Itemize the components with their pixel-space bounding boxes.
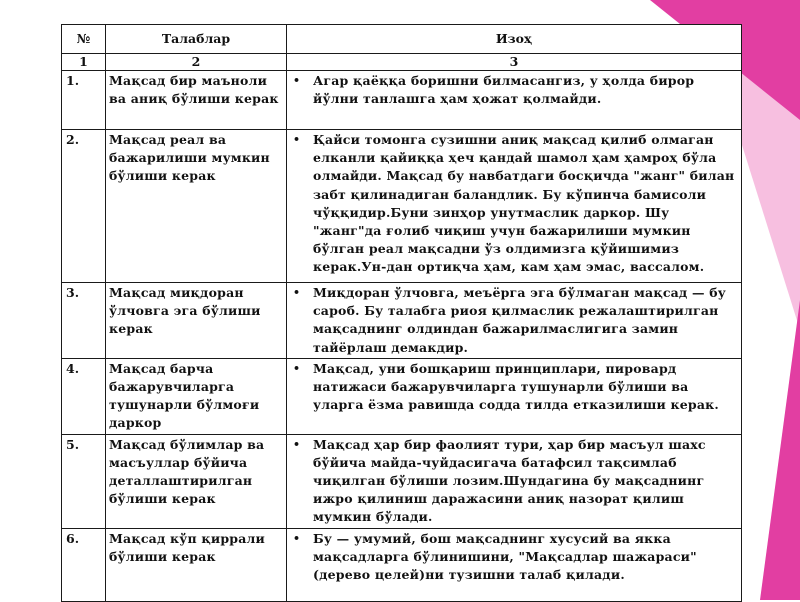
note-cell: [287, 434, 742, 528]
header-note: Изоҳ: [287, 25, 742, 54]
note-cell: [287, 71, 742, 130]
row-number: 5.: [62, 434, 106, 528]
row-number: 3.: [62, 283, 106, 359]
requirement-cell: Мақсад кўп қиррали бўлиши керак: [106, 528, 287, 601]
requirement-cell: Мақсад бўлимлар ва масъуллар бўйича деталлаштирилган бўлиши керак: [106, 434, 287, 528]
table-row: [62, 71, 742, 130]
row-number: 4.: [62, 358, 106, 434]
bullet-icon: •: [293, 437, 301, 451]
table-row: [62, 528, 742, 601]
decor-magenta-right: [760, 300, 800, 600]
note-cell: [287, 130, 742, 283]
bullet-icon: •: [293, 74, 301, 87]
bullet-icon: •: [293, 286, 301, 299]
row-number: 6.: [62, 528, 106, 601]
column-number: 3: [287, 54, 742, 71]
requirement-cell: Мақсад реал ва бажарилиши мумкин бўлиши керак: [106, 130, 287, 283]
header-num: №: [62, 25, 106, 54]
note-text: Бу — умумий, бош мақсаднинг хусусий ва якка мақсадларга бўлинишини, "Мақсадлар шажараси" (дерево целей)ни тузишни талаб қилади.: [313, 530, 697, 583]
table-row: [62, 130, 742, 283]
requirement-cell: Мақсад миқдоран ўлчовга эга бўлиши керак: [106, 283, 287, 359]
requirement-cell: Мақсад бир маъноли ва аниқ бўлиши керак: [106, 71, 287, 130]
table-row: [62, 283, 742, 359]
bullet-icon: •: [293, 531, 301, 545]
row-number: 1.: [62, 71, 106, 130]
note-cell: [287, 283, 742, 359]
note-text: Қайси томонга сузишни аниқ мақсад қилиб олмаган елканли қайиққа ҳеч қандай шамол ҳам ҳамроҳ бўла олмайди. Мақсад бу навбатдаги босқичда "жанг" билан забт қилинадиган баландлик. Бу кўпинча бамисоли чўққидир.Буни зинҳор унутмаслик даркор. Шу "жанг"да ғолиб чиқиш учун бажарилиши мумкин бўлган реал мақсадни ўз олдимизга қўйишимиз керак.Ун-дан ортиқча ҳам, кам ҳам эмас, вассалом.: [313, 132, 735, 275]
row-number: 2.: [62, 130, 106, 283]
note-text: Миқдоран ўлчовга, меъёрга эга бўлмаган мақсад — бу сароб. Бу талабга риоя қилмаслик режалаштирилган мақсаднинг олдиндан бажарилмаслигига замин тайёрлаш демакдир.: [313, 285, 727, 355]
column-number: 2: [106, 54, 287, 71]
note-text: Агар қаёққа боришни билмасангиз, у ҳолда бирор йўлни танлашга ҳам ҳожат қолмайди.: [313, 73, 695, 107]
column-number: 1: [62, 54, 106, 71]
note-text: Мақсад, уни бошқариш принциплари, пировард натижаси бажарувчиларга тушунарли бўлиши ва уларга ёзма равишда содда тилда етказилиши керак.: [313, 360, 719, 413]
header-requirements: Талаблар: [106, 25, 287, 54]
requirements-table: [61, 24, 742, 602]
requirement-cell: Мақсад барча бажарувчиларга тушунарли бўлмоғи даркор: [106, 358, 287, 434]
slide-content: [61, 24, 741, 584]
bullet-icon: •: [293, 133, 301, 146]
table-row: [62, 434, 742, 528]
note-cell: [287, 528, 742, 601]
note-text: Мақсад ҳар бир фаолият тури, ҳар бир масъул шахс бўйича майда-чуйдасигача батафсил тақсимлаб чиқилган бўлиши лозим.Шундагина бу мақсаднинг ижро қилиниш даражасини аниқ назорат қилиш мумкин бўлади.: [313, 436, 706, 525]
table-row: [62, 358, 742, 434]
header-row: [62, 25, 742, 54]
column-number-row: [62, 54, 742, 71]
bullet-icon: •: [293, 361, 301, 375]
note-cell: [287, 358, 742, 434]
